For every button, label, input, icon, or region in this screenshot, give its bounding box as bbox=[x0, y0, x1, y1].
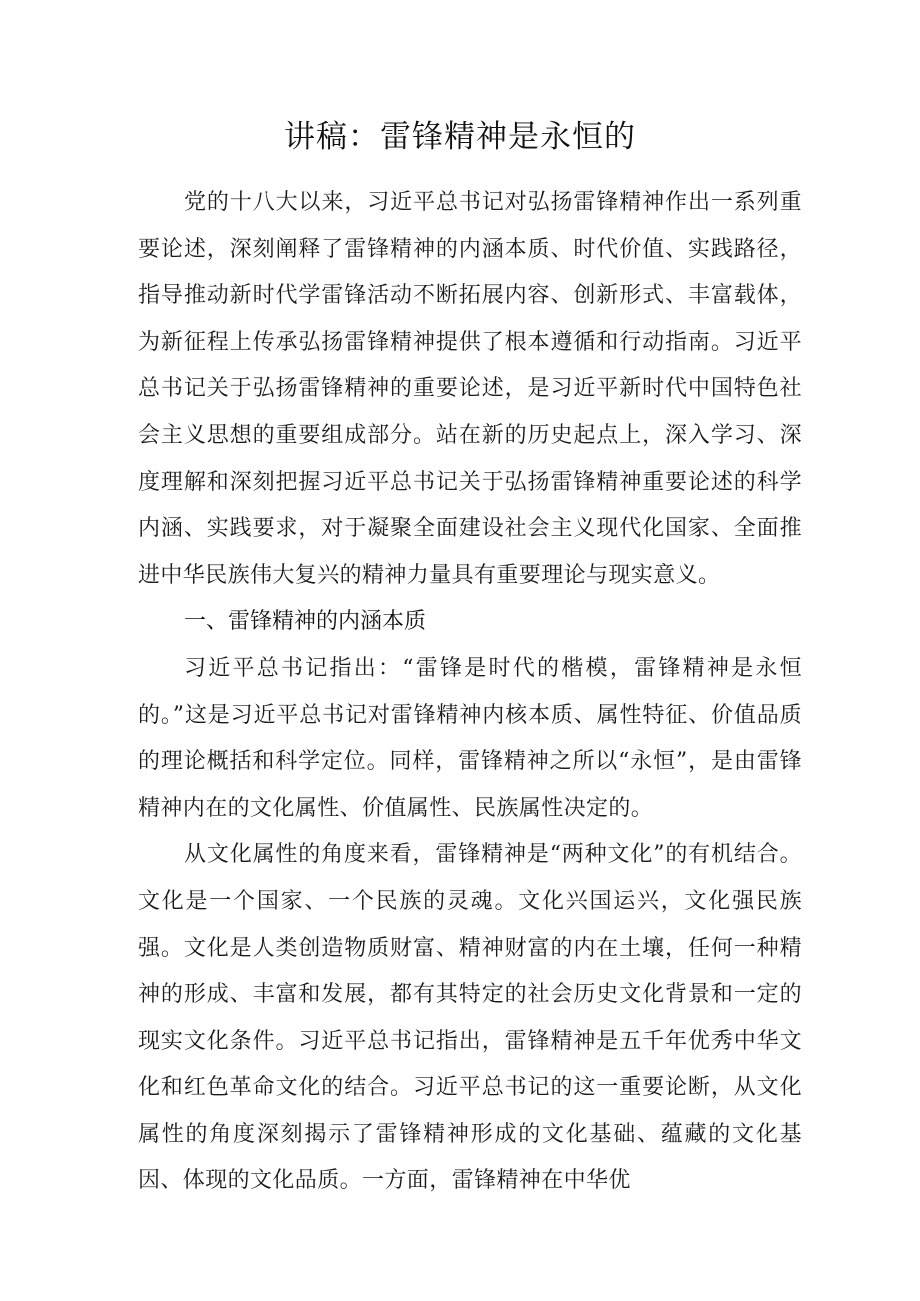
section-paragraph-2: 从文化属性的角度来看，雷锋精神是“两种文化”的有机结合。文化是一个国家、一个民族的灵魂。文化兴国运兴，文化强民族强。文化是人类创造物质财富、精神财富的内在土壤，任何一种精神的形成、丰富和发展，都有其特定的社会历史文化背景和一定的现实文化条件。习近平总书记指出，雷锋精神是五千年优秀中华文化和红色革命文化的结合。习近平总书记的这一重要论断，从文化属性的角度深刻揭示了雷锋精神形成的文化基础、蕴藏的文化基因、体现的文化品质。一方面，雷锋精神在中华优 bbox=[138, 842, 802, 1194]
document-title: 讲稿：雷锋精神是永恒的 bbox=[284, 119, 636, 155]
section-paragraph-1: 习近平总书记指出：“雷锋是时代的楷模，雷锋精神是永恒的。”这是习近平总书记对雷锋精神内核本质、属性特征、价值品质的理论概括和科学定位。同样，雷锋精神之所以“永恒”，是由雷锋精神内在的文化属性、价值属性、民族属性决定的。 bbox=[138, 655, 802, 821]
section-heading: 一、雷锋精神的内涵本质 bbox=[184, 609, 427, 635]
intro-paragraph: 党的十八大以来，习近平总书记对弘扬雷锋精神作出一系列重要论述，深刻阐释了雷锋精神的内涵本质、时代价值、实践路径，指导推动新时代学雷锋活动不断拓展内容、创新形式、丰富载体，为新征程上传承弘扬雷锋精神提供了根本遵循和行动指南。习近平总书记关于弘扬雷锋精神的重要论述，是习近平新时代中国特色社会主义思想的重要组成部分。站在新的历史起点上，深入学习、深度理解和深刻把握习近平总书记关于弘扬雷锋精神重要论述的科学内涵、实践要求，对于凝聚全面建设社会主义现代化国家、全面推进中华民族伟大复兴的精神力量具有重要理论与现实意义。 bbox=[138, 190, 802, 588]
document-body bbox=[138, 180, 802, 1205]
